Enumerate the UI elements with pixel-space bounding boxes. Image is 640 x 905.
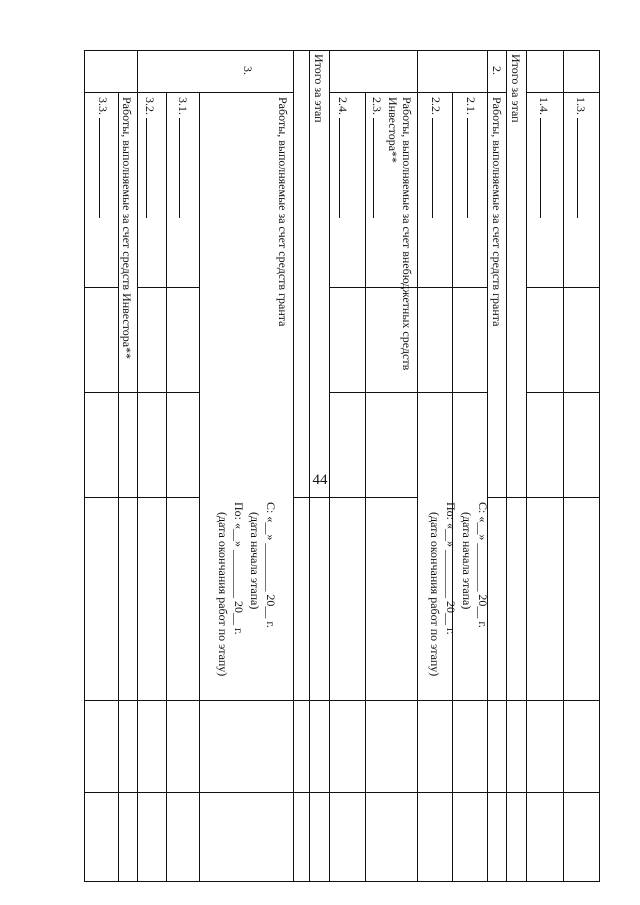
col-line [330,392,488,393]
row-line [329,50,330,882]
row-line [309,50,310,882]
row-2-1: 2.1. [464,97,478,218]
col-line [527,287,600,288]
row-line [293,50,294,882]
row-line [563,50,564,882]
col-line [84,792,600,793]
col-line [488,497,600,498]
col-line [138,287,200,288]
stage-number: 3. [241,66,255,75]
row-1-4: 1.4. [537,97,551,218]
grant-works-label: Работы, выполняемые за счет средств гранта [276,97,290,327]
col-line [84,287,119,288]
row-2-2: 2.2. [429,97,443,218]
investor-works-label: Работы, выполняемые за счет внебюджетных средств Инвестора** [386,97,414,371]
row-line [506,50,507,882]
row-3-1: 3.1. [176,97,190,218]
row-1-3: 1.3. [574,97,588,218]
stage-3-end-note: (дата окончания работ по этапу) [216,512,230,677]
row-line [118,92,119,882]
stage-number: 2. [490,66,504,75]
row-2-4: 2.4. [336,97,350,218]
col-line [84,497,200,498]
row-line [137,50,138,882]
stage-total-label: Итого за этап [312,54,326,123]
col-line [330,92,507,93]
row-line [365,92,366,882]
stage-3-start-date: С: «__» ________ 20__ г. [264,502,278,628]
col-line [294,497,418,498]
col-line [84,700,600,701]
row-3-3: 3.3. [96,97,110,218]
stage-2-start-note: (дата начала этапа) [460,512,474,610]
col-line [527,392,600,393]
row-line [166,92,167,882]
row-line [452,92,453,882]
col-line [527,92,600,93]
row-2-3: 2.3. [370,97,384,218]
row-line [199,92,200,882]
grant-works-label: Работы, выполняемые за счет средств гранта [490,97,504,327]
col-line [84,92,294,93]
stage-total-label: Итого за этап [509,54,523,123]
row-line [487,50,488,882]
stage-3-end-date: По: «__» ________ 20__ г. [232,502,246,635]
stage-2-end-date: По: «__» ________ 20__ г. [444,502,458,635]
stage-2-start-date: С: «__» ________ 20__ г. [476,502,490,628]
page-number: 44 [312,472,328,488]
rotated-table [70,50,600,890]
row-3-2: 3.2. [143,97,157,218]
col-line [84,392,200,393]
row-line [526,50,527,882]
row-line [417,50,418,882]
stage-3-start-note: (дата начала этапа) [248,512,262,610]
stage-2-end-note: (дата окончания работ по этапу) [428,512,442,677]
investor-works-label: Работы, выполняемые за счет средств Инвестора** [120,97,134,360]
